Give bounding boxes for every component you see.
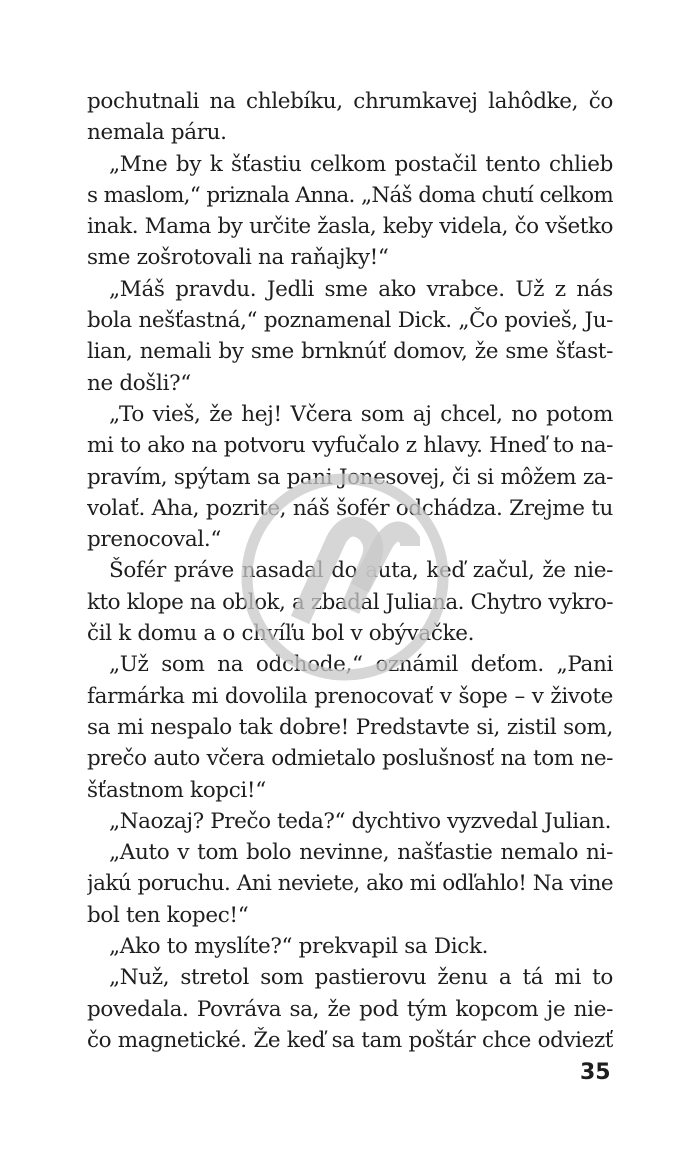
text-line: ne došli?“	[87, 370, 191, 396]
text-line: prečo auto včera odmietalo poslušnosť na tom ne-	[87, 746, 613, 772]
text-line: bola nešťastná,“ poznamenal Dick. „Čo povieš, Ju-	[87, 308, 613, 334]
text-line: Šofér práve nasadal do auta, keď začul, že nie-	[109, 558, 613, 584]
text-line: jakú poruchu. Ani neviete, ako mi odľahlo! Na vine	[87, 871, 613, 897]
text-line: volať. Aha, pozrite, náš šofér odchádza. Zrejme tu	[87, 495, 613, 521]
text-line: „Už som na odchode,“ oznámil deťom. „Pani	[109, 652, 613, 678]
text-line: „Máš pravdu. Jedli sme ako vrabce. Už z nás	[109, 276, 613, 302]
text-line: pravím, spýtam sa pani Jonesovej, či si môžem za-	[87, 464, 613, 490]
text-line: pochutnali na chlebíku, chrumkavej lahôdke, čo	[87, 89, 613, 114]
text-line: nemala páru.	[87, 120, 227, 146]
body-text	[87, 86, 613, 1056]
text-line: „Naozaj? Prečo teda?“ dychtivo vyzvedal Julian.	[109, 808, 611, 834]
text-line: povedala. Povráva sa, že pod tým kopcom je nie-	[87, 996, 613, 1022]
text-line: sa mi nespalo tak dobre! Predstavte si, zistil som,	[87, 714, 613, 740]
text-line: prenocoval.“	[87, 527, 222, 553]
text-line: „Ako to myslíte?“ prekvapil sa Dick.	[109, 934, 489, 960]
text-line: šťastnom kopci!“	[87, 777, 266, 803]
text-line: čil k domu a o chvíľu bol v obývačke.	[87, 621, 475, 647]
text-line: lian, nemali by sme brnknúť domov, že sme šťast-	[87, 339, 613, 365]
text-line: mi to ako na potvoru vyfučalo z hlavy. Hneď to na-	[87, 433, 613, 459]
text-line: „Mne by k šťastiu celkom postačil tento chlieb	[109, 151, 613, 177]
text-line: s maslom,“ priznala Anna. „Náš doma chutí celkom	[87, 182, 613, 208]
text-line: sme zošrotovali na raňajky!“	[87, 245, 389, 271]
text-line: „To vieš, že hej! Včera som aj chcel, no potom	[109, 401, 613, 427]
text-line: čo magnetické. Že keď sa tam poštár chce odviezť	[87, 1027, 613, 1053]
text-line: farmárka mi dovolila prenocovať v šope – v živote	[87, 683, 613, 709]
page-number: 35	[580, 1060, 611, 1085]
text-line: „Nuž, stretol som pastierovu ženu a tá mi to	[109, 965, 613, 991]
text-line: kto klope na oblok, a zbadal Juliana. Chytro vykro-	[87, 589, 613, 615]
text-line: „Auto v tom bolo nevinne, našťastie nemalo ni-	[109, 840, 613, 866]
text-line: bol ten kopec!“	[87, 902, 249, 928]
text-line: inak. Mama by určite žasla, keby videla, čo všetko	[87, 214, 613, 240]
